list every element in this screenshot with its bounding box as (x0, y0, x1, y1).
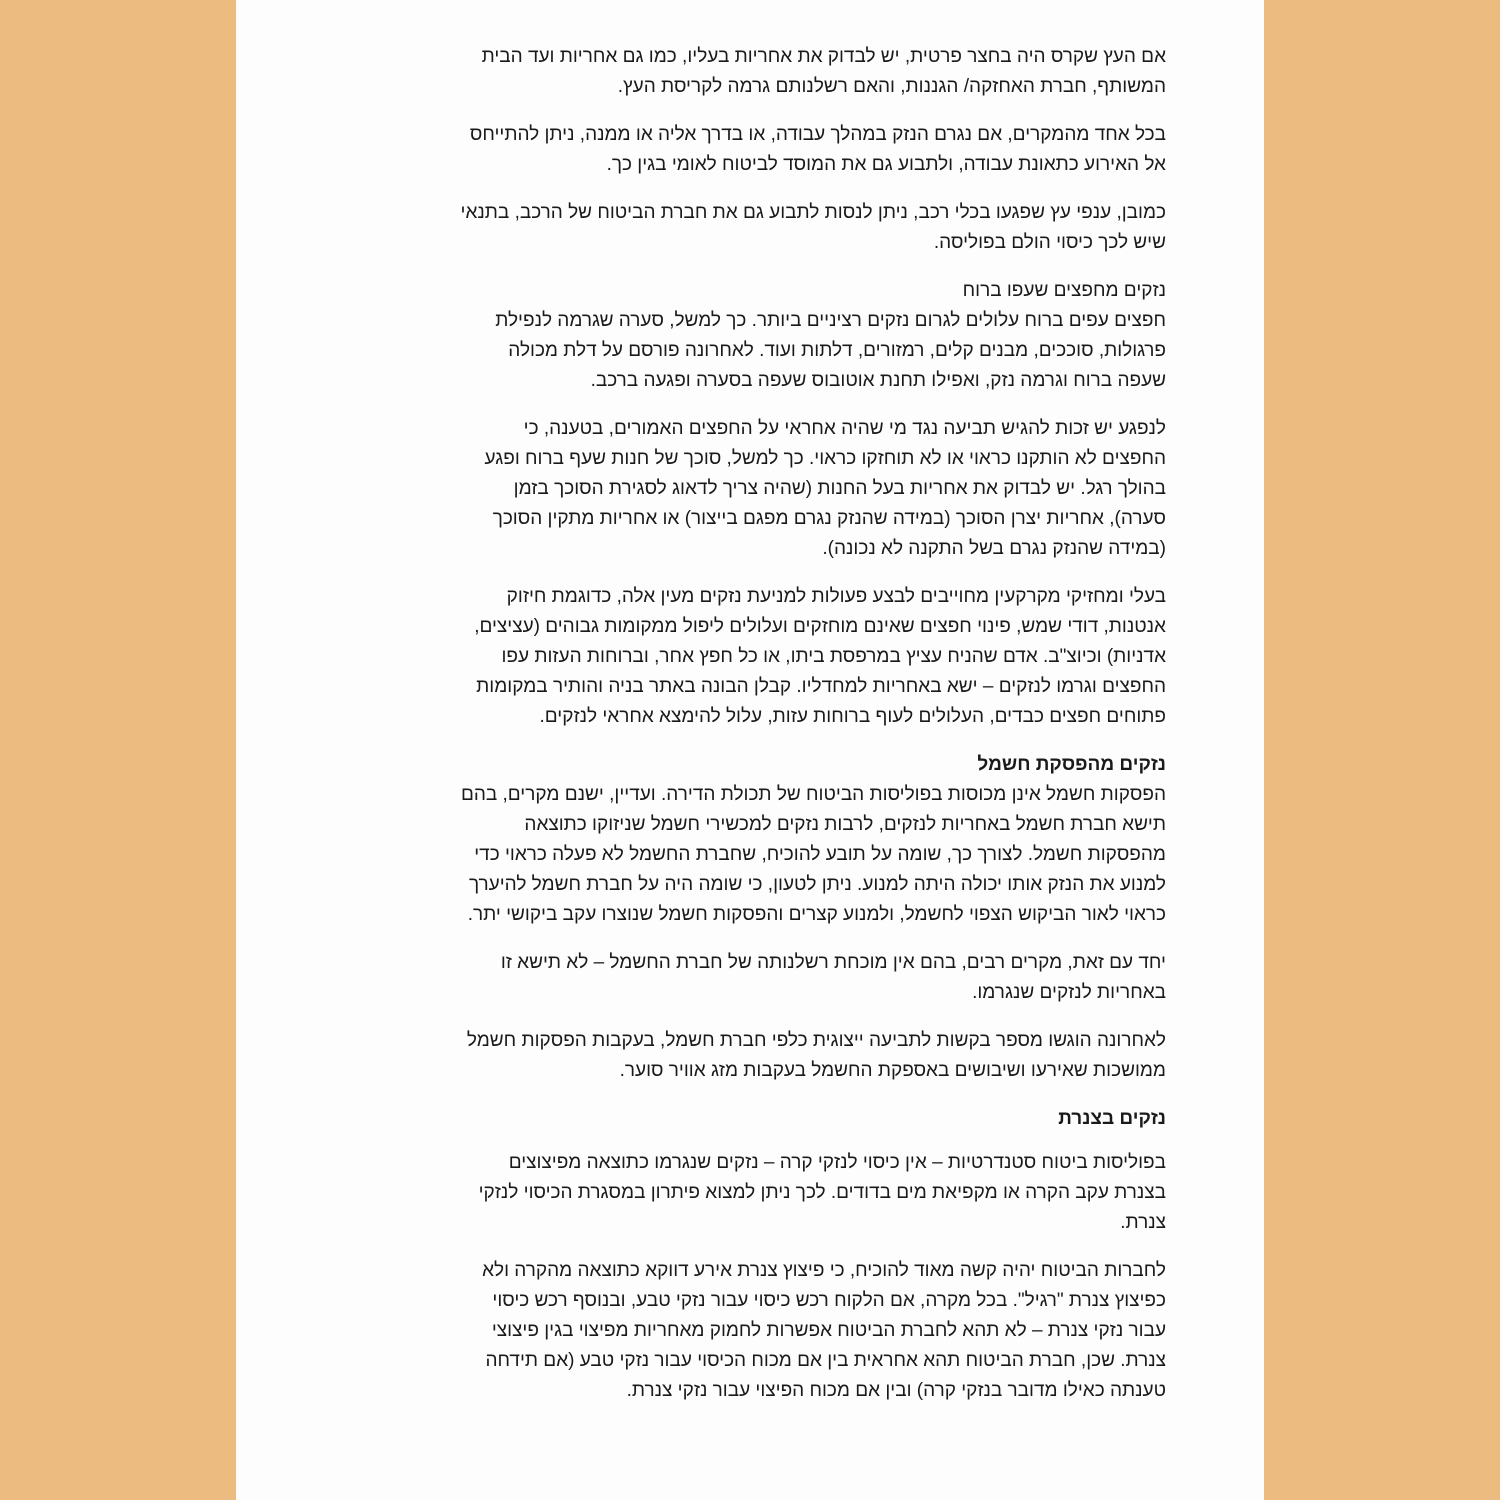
paragraph-text: לאחרונה הוגשו מספר בקשות לתביעה ייצוגית כלפי חברת חשמל, בעקבות הפסקות חשמל ממושכות שאירעו ושיבושים באספקת החשמל בעקבות מזג אוויר סוער. (466, 1030, 1166, 1081)
document-page (236, 0, 1264, 1500)
paragraph-text: בפוליסות ביטוח סטנדרטיות – אין כיסוי לנזקי קרה – נזקים שנגרמו כתוצאה מפיצוצים בצנרת עקב הקרה או מקפיאת מים בדודים. לכך ניתן למצוא פיתרון במסגרת הכיסוי לנזקי צנרת. (478, 1152, 1166, 1233)
paragraph-text: לחברות הביטוח יהיה קשה מאוד להוכיח, כי פיצוץ צנרת אירע דווקא כתוצאה מהקרה ולא כפיצוץ צנרת "רגיל". בכל מקרה, אם הלקוח רכש כיסוי עבור נזקי טבע, ובנוסף רכש כיסוי עבור נזקי צנרת – לא תהא לחברת הביטוח אפשרות לחמוק מאחריות מפיצוי בגין פיצוצי צנרת. שכן, חברת הביטוח תהא אחראית בין אם מכוח הכיסוי עבור נזקי טבע (אם תידחה טענתה כאילו מדובר בנזקי קרה) ובין אם מכוח הפיצוי עבור נזקי צנרת. (482, 1260, 1166, 1401)
paragraph-text: בעלי ומחזיקי מקרקעין מחוייבים לבצע פעולות למניעת נזקים מעין אלה, כדוגמת חיזוק אנטנות, דודי שמש, פינוי חפצים שאינם מוחזקים ועלולים ליפול ממקומות גבוהים (עציצים, אדניות) וכיוצ"ב. אדם שהניח עציץ במרפסת ביתו, או כל חפץ אחר, וברוחות העזות עפו החפצים וגרמו לנזקים – ישא באחריות למחדליו. קבלן הבונה באתר בניה והותיר במקומות פתוחים חפצים כבדים, העלולים לעוף ברוחות עזות, עלול להימצא אחראי לנזקים. (474, 586, 1166, 727)
paragraph-text: כמובן, ענפי עץ שפגעו בכלי רכב, ניתן לנסות לתבוע גם את חברת הביטוח של הרכב, בתנאי שיש לכך כיסוי הולם בפוליסה. (460, 202, 1166, 253)
paragraph-insurers-proof (326, 1256, 1166, 1406)
paragraph-wind-objects (326, 276, 1166, 396)
section-power-outage (326, 750, 1166, 930)
section-heading: נזקים בצנרת (1058, 1108, 1166, 1129)
paragraph-text: יחד עם זאת, מקרים רבים, בהם אין מוכחת רשלנותה של חברת החשמל – לא תישא זו באחריות לנזקים שנגרמו. (500, 952, 1166, 1003)
paragraph-text: הפסקות חשמל אינן מכוסות בפוליסות הביטוח של תכולת הדירה. ועדיין, ישנם מקרים, בהם תישא חברת חשמל באחריות לנזקים, לרבות נזקים למכשירי חשמל שניזוקו כתוצאה מהפסקות חשמל. לצורך כך, שומה על תובע להוכיח, שחברת החשמל לא פעלה כראוי כדי למנוע את הנזק אותו יכולה היתה למנוע. ניתן לטעון, כי שומה היה על חברת חשמל להיערך כראוי לאור הביקוש הצפוי לחשמל, ולמנוע קצרים והפסקות חשמל שנוצרו עקב ביקושי יתר. (460, 784, 1166, 925)
paragraph-text: לנפגע יש זכות להגיש תביעה נגד מי שהיה אחראי על החפצים האמורים, בטענה, כי החפצים לא הותקנו כראוי או לא תוחזקו כראוי. כך למשל, סוכך של חנות שעף ברוח ופגע בהולך רגל. יש לבדוק את אחריות בעל החנות (שהיה צריך לדאוג לסגירת הסוכך בזמן סערה), אחריות יצרן הסוכך (במידה שהנזק נגרם מפגם בייצור) או אחריות מתקין הסוכך (במידה שהנזק נגרם בשל התקנה לא נכונה). (484, 418, 1166, 559)
paragraph-owners-duty (326, 582, 1166, 732)
paragraph-text: נזקים מחפצים שעפו ברוח חפצים עפים ברוח עלולים לגרום נזקים רציניים ביותר. כך למשל, סערה שגרמה לנפילת פרגולות, סוככים, מבנים קלים, רמזורים, דלתות ועוד. לאחרונה פורסם על דלת מכולה שעפה ברוח וגרמה נזק, ואפילו תחנת אוטובוס שעפה בסערה ופגעה ברכב. (495, 280, 1166, 391)
paragraph-class-action (326, 1026, 1166, 1086)
paragraph-claim-rights (326, 414, 1166, 564)
paragraph-work-accident (326, 120, 1166, 180)
paragraph-vehicle (326, 198, 1166, 258)
paragraph-no-negligence (326, 948, 1166, 1008)
section-pipe-damage (326, 1104, 1166, 1238)
paragraph-text: בכל אחד מהמקרים, אם נגרם הנזק במהלך עבודה, או בדרך אליה או ממנה, ניתן להתייחס אל האירוע כתאונת עבודה, ולתבוע גם את המוסד לביטוח לאומי בגין כך. (469, 124, 1166, 175)
paragraph-private-yard (326, 42, 1166, 102)
section-heading: נזקים מהפסקת חשמל (977, 754, 1166, 775)
paragraph-text: אם העץ שקרס היה בחצר פרטית, יש לבדוק את אחריות בעליו, כמו גם אחריות ועד הבית המשותף, חברת האחזקה/ הגננות, והאם רשלנותם גרמה לקריסת העץ. (481, 46, 1166, 97)
